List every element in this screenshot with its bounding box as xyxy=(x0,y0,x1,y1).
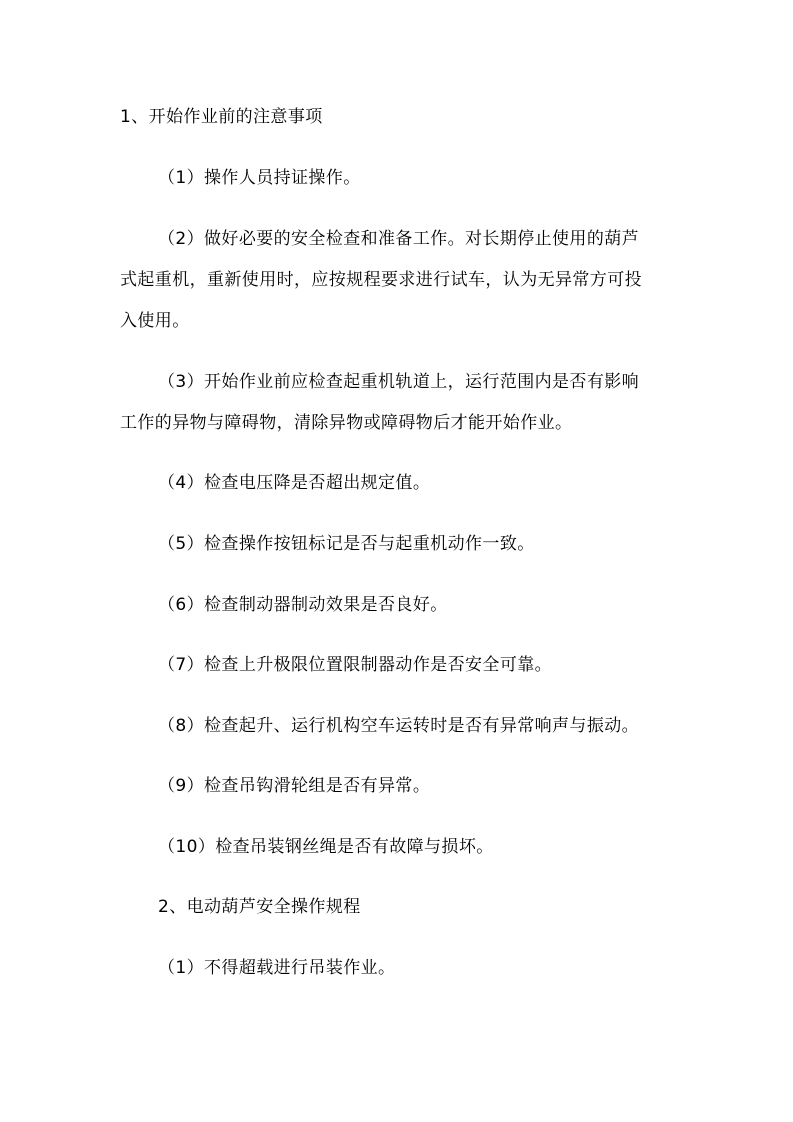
list-item: （1）操作人员持证操作。 xyxy=(158,168,361,188)
list-item-continuation: 式起重机，重新使用时，应按规程要求进行试车，认为无异常方可投 xyxy=(120,270,642,290)
list-item: （10）检查吊装钢丝绳是否有故障与损坏。 xyxy=(158,837,494,857)
list-item: （5）检查操作按钮标记是否与起重机动作一致。 xyxy=(158,534,535,554)
list-item-continuation: 工作的异物与障碍物，清除异物或障碍物后才能开始作业。 xyxy=(120,413,573,433)
section-heading-1: 1、开始作业前的注意事项 xyxy=(120,107,323,127)
list-item: （4）检查电压降是否超出规定值。 xyxy=(158,473,431,493)
list-item: （1）不得超载进行吊装作业。 xyxy=(158,958,396,978)
list-item-continuation: 入使用。 xyxy=(120,311,190,331)
list-item: （8）检查起升、运行机构空车运转时是否有异常响声与振动。 xyxy=(158,716,640,736)
section-heading-2: 2、电动葫芦安全操作规程 xyxy=(158,897,361,917)
list-item: （7）检查上升极限位置限制器动作是否安全可靠。 xyxy=(158,655,553,675)
list-item: （2）做好必要的安全检查和准备工作。对长期停止使用的葫芦 xyxy=(158,229,640,249)
list-item: （3）开始作业前应检查起重机轨道上，运行范围内是否有影响 xyxy=(158,372,640,392)
list-item: （6）检查制动器制动效果是否良好。 xyxy=(158,595,448,615)
list-item: （9）检查吊钩滑轮组是否有异常。 xyxy=(158,776,431,796)
